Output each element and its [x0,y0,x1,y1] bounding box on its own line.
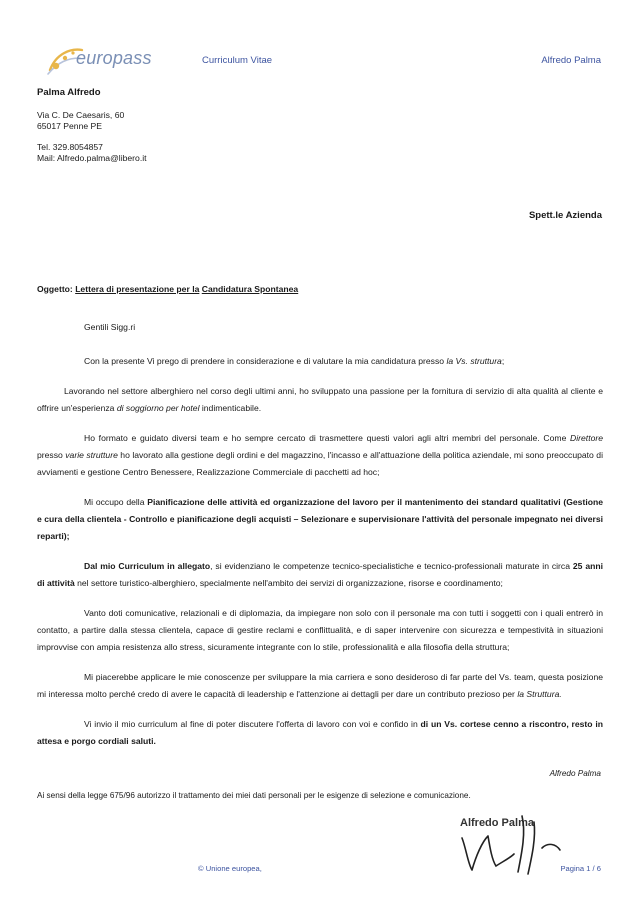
paragraph-text-run: ho lavorato alla gestione degli ordini e del magazzino, l'incasso e all'attuazione della politica aziendale, mi sono preoccupato di avviamenti e gestione Centro Benessere, Realizzazione Commerciale di pacchetti ad hoc; [37,450,603,477]
paragraph-text-run: , si evidenziano le competenze tecnico-specialistiche e tecnico-professionali maturate in circa [210,561,573,571]
sender-phone: Tel. 329.8054857 [37,142,103,152]
letter-paragraph [37,605,603,656]
paragraph-text-run: 25 anni di attività [37,561,603,588]
paragraph-text-run: Vanto doti comunicative, relazionali e di diplomazia, da impiegare non solo con il personale ma con tutti i soggetti con i quali entrerò in contatto, a partire dalla stessa clientela, capace di gestire reclami e conflittualità, e di saper intervenire con sicurezza e tempestività in situazioni improvvise con ampia resistenza allo stress, sicuramente integrante con lo stile, professionalità e alla filosofia della struttura; [37,608,603,652]
sender-address-line2: 65017 Penne PE [37,121,102,131]
subject-label: Oggetto: [37,284,76,294]
paragraph-text-run: Pianificazione delle attività ed organizzazione del lavoro per il mantenimento dei standard qualitativi (Gestione e cura della clientela - Controllo e pianificazione degli acquisti – Selezionare e supervisionare l'attività del personale impegnato nei diversi reparti); [37,497,603,541]
letter-paragraph [37,430,603,481]
paragraph-text-run: la Struttura. [517,689,562,699]
paragraph-text-run: Mi occupo della [84,497,148,507]
paragraph-text-run: la Vs. struttura [446,356,502,366]
paragraph-text-run: di soggiorno per hotel [116,403,200,413]
letter-paragraph [37,558,603,592]
paragraph-text-run: nel settore turistico-alberghiero, specialmente nell'ambito dei servizi di organizzazione, risorse e coordinamento; [74,578,503,588]
subject-text-1: Lettera di presentazione per la [75,284,200,294]
footer-copyright: © Unione europea, [198,864,262,873]
paragraph-text-run: Gentili Sigg.ri [84,322,136,332]
paragraph-text-run: varie strutture [65,450,118,460]
letter-paragraph [37,319,603,336]
privacy-consent: Ai sensi della legge 675/96 autorizzo il trattamento dei miei dati personali per le esigenze di selezione e comunicazione. [37,791,471,800]
letter-paragraph [37,716,603,750]
paragraph-text-run: Direttore [570,433,603,443]
subject-line [37,284,298,294]
logo-wordmark: europass [76,48,152,68]
header-title: Curriculum Vitae [202,55,273,66]
letter-paragraph [37,669,603,703]
header-name: Alfredo Palma [541,55,601,66]
paragraph-text-run: Dal mio Curriculum in allegato [84,561,211,571]
letter-body [37,319,603,763]
paragraph-text-run: Mi piacerebbe applicare le mie conoscenze per sviluppare la mia carriera e sono desideroso di far parte del Vs. team, questa posizione mi interessa molto perché credo di avere le capacità di leadership e l'attenzione ai dettagli per dare un contributo prezioso per [37,672,603,699]
paragraph-text-run: Vi invio il mio curriculum al fine di poter discutere l'offerta di lavoro con voi e confido in [84,719,421,729]
paragraph-text-run: di un Vs. cortese cenno a riscontro, resto in attesa e porgo cordiali saluti. [37,719,603,746]
paragraph-text-run: Ho formato e guidato diversi team e ho sempre cercato di trasmettere questi valori agli altri membri del personale. Come [84,433,571,443]
recipient: Spett.le Azienda [528,210,602,221]
letter-paragraph [37,494,603,545]
paragraph-text-run: indimenticabile. [199,403,262,413]
paragraph-text-run: ; [501,356,505,366]
paragraph-text-run: Con la presente Vi prego di prendere in considerazione e di valutare la mia candidatura presso [84,356,447,366]
sender-address-line1: Via C. De Caesaris, 60 [37,110,125,120]
svg-text:Alfredo Palma: Alfredo Palma [460,817,534,829]
letter-paragraph [37,383,603,417]
europass-logo [44,44,154,78]
letter-paragraph [37,353,603,370]
paragraph-text-run: Lavorando nel settore alberghiero nel corso degli ultimi anni, ho sviluppato una passione per la fornitura di servizio di alta qualità al cliente e offrire un'esperienza [37,386,603,413]
closing-name: Alfredo Palma [549,769,601,778]
sender-email: Mail: Alfredo.palma@libero.it [37,153,147,163]
sender-name: Palma Alfredo [37,87,101,98]
paragraph-text-run: presso [37,450,66,460]
subject-text-2: Candidatura Spontanea [201,284,299,294]
footer-page-number: Pagina 1 / 6 [560,864,601,873]
